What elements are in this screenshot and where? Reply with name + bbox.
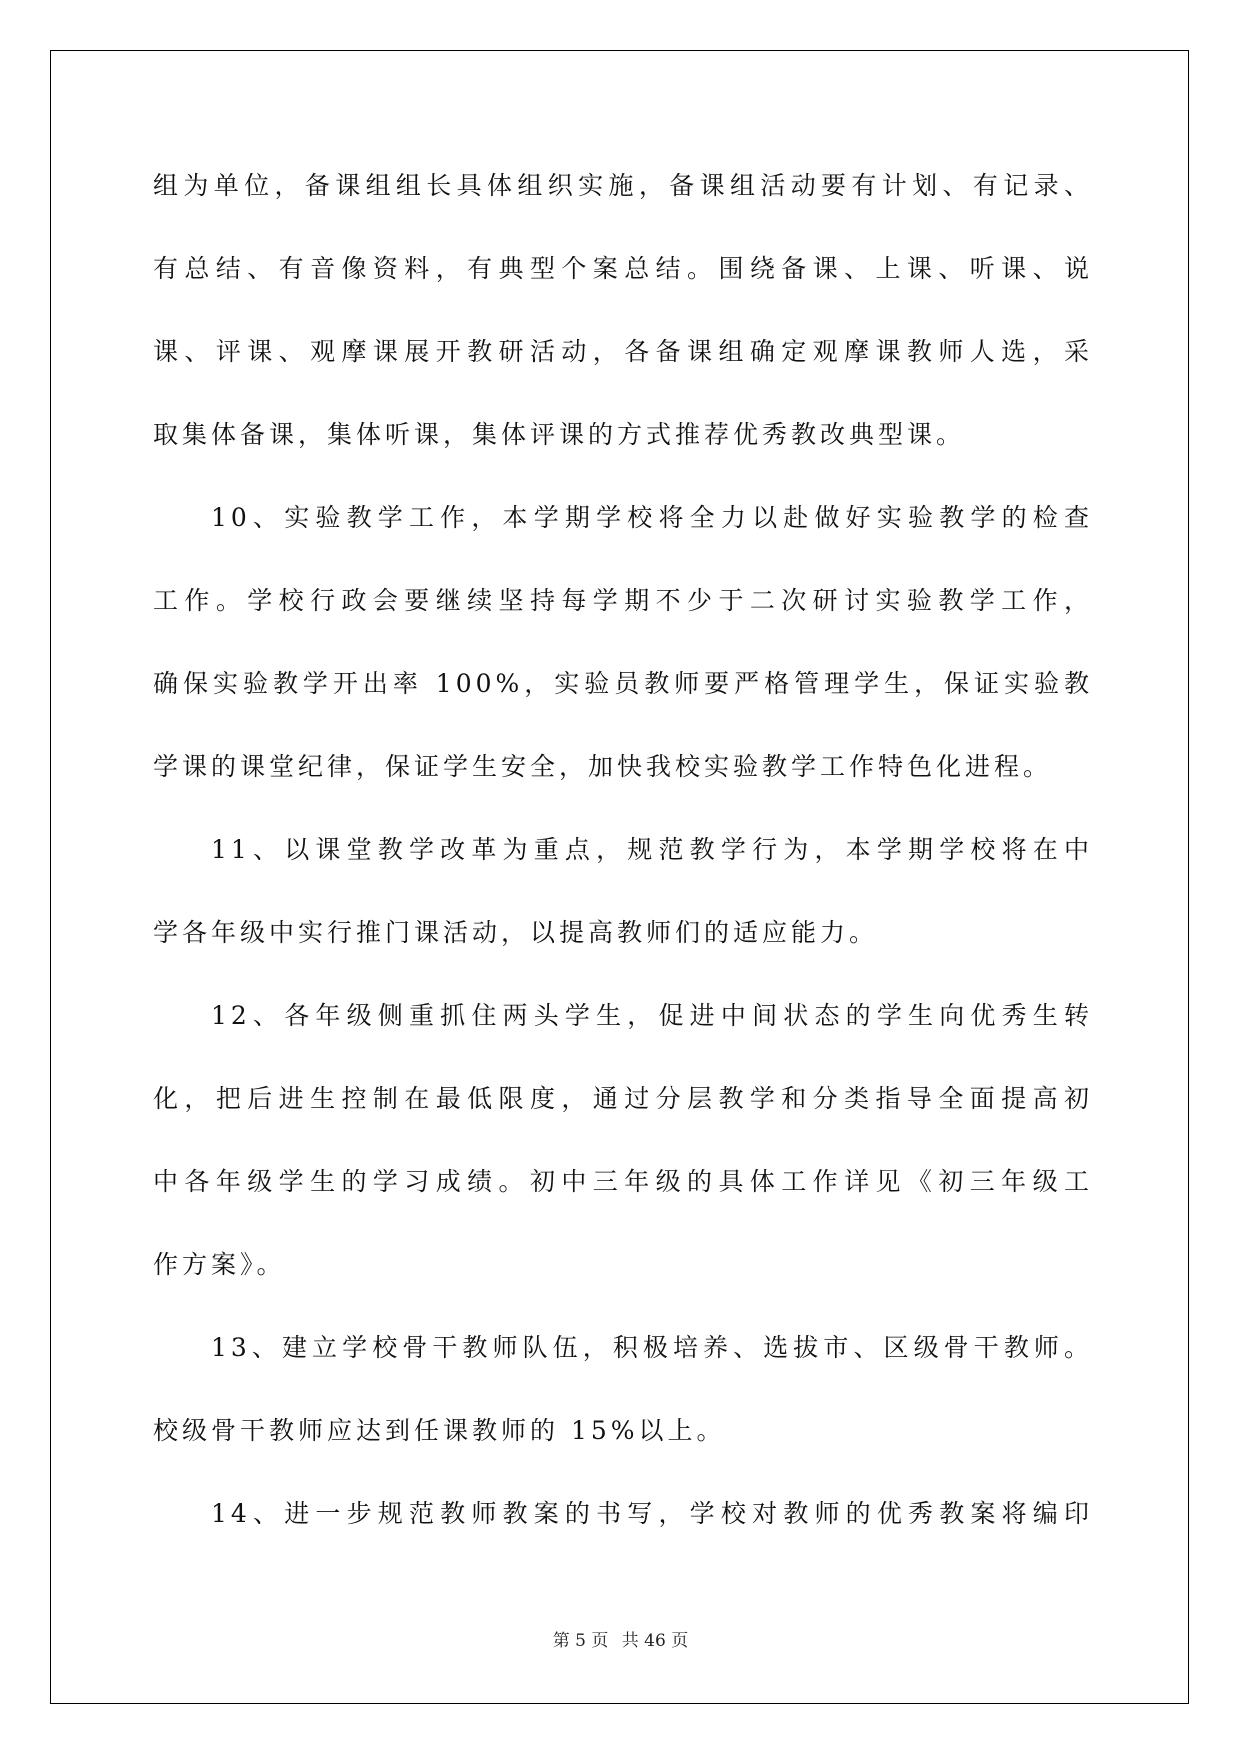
paragraph bbox=[153, 1328, 1093, 1494]
text-line: 10、实验教学工作，本学期学校将全力以赴做好实验教学的检查 bbox=[211, 503, 1093, 532]
text-line: 有总结、有音像资料，有典型个案总结。围绕备课、上课、听课、说 bbox=[153, 254, 1093, 283]
document-body bbox=[153, 166, 1093, 1577]
text-line: 学课的课堂纪律，保证学生安全，加快我校实验教学工作特色化进程。 bbox=[153, 752, 1053, 781]
paragraph bbox=[153, 498, 1093, 830]
text-line: 组为单位，备课组组长具体组织实施，备课组活动要有计划、有记录、 bbox=[153, 171, 1093, 200]
text-line: 学各年级中实行推门课活动，以提高教师们的适应能力。 bbox=[153, 918, 879, 947]
text-line: 工作。学校行政会要继续坚持每学期不少于二次研讨实验教学工作， bbox=[153, 586, 1093, 615]
paragraph bbox=[153, 166, 1093, 498]
text-line: 13、建立学校骨干教师队伍，积极培养、选拔市、区级骨干教师。 bbox=[211, 1333, 1093, 1362]
text-line: 14、进一步规范教师教案的书写，学校对教师的优秀教案将编印 bbox=[211, 1499, 1093, 1528]
page-footer bbox=[0, 1626, 1241, 1651]
text-line: 中各年级学生的学习成绩。初中三年级的具体工作详见《初三年级工 bbox=[153, 1167, 1093, 1196]
current-page: 第 5 页 bbox=[552, 1631, 609, 1651]
text-line: 作方案》。 bbox=[153, 1250, 286, 1279]
total-pages: 共 46 页 bbox=[621, 1631, 689, 1651]
paragraph bbox=[153, 996, 1093, 1328]
text-line: 校级骨干教师应达到任课教师的 15%以上。 bbox=[153, 1416, 726, 1445]
text-line: 确保实验教学开出率 100%，实验员教师要严格管理学生，保证实验教 bbox=[153, 669, 1093, 698]
text-line: 化，把后进生控制在最低限度，通过分层教学和分类指导全面提高初 bbox=[153, 1084, 1093, 1113]
text-line: 12、各年级侧重抓住两头学生，促进中间状态的学生向优秀生转 bbox=[211, 1001, 1093, 1030]
text-line: 取集体备课，集体听课，集体评课的方式推荐优秀教改典型课。 bbox=[153, 420, 966, 449]
paragraph bbox=[153, 1494, 1093, 1577]
text-line: 11、以课堂教学改革为重点，规范教学行为，本学期学校将在中 bbox=[211, 835, 1093, 864]
paragraph bbox=[153, 830, 1093, 996]
text-line: 课、评课、观摩课展开教研活动，各备课组确定观摩课教师人选，采 bbox=[153, 337, 1093, 366]
